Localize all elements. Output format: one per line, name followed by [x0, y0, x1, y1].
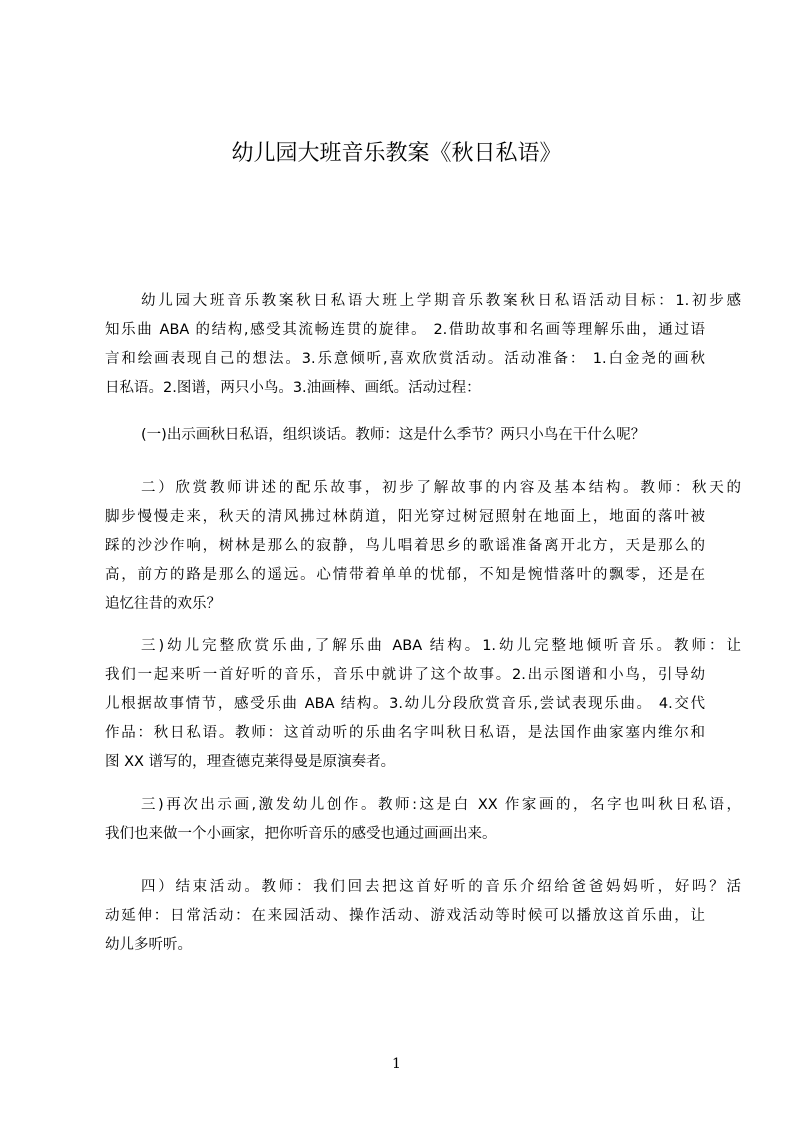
paragraph-line: 追忆往昔的欢乐？: [105, 596, 221, 612]
paragraph-step-creation: [105, 791, 741, 849]
paragraph-line: 幼儿园大班音乐教案秋日私语大班上学期音乐教案秋日私语活动目标：1.初步感: [141, 293, 741, 309]
paragraph-line: 图 XX 谱写的，理查德克莱得曼是原演奏者。: [105, 754, 396, 770]
paragraph-line: 脚步慢慢走来，秋天的清风拂过林荫道，阳光穿过树冠照射在地面上，地面的落叶被: [105, 509, 705, 525]
paragraph-line: 踩的沙沙作响，树林是那么的寂静，鸟儿唱着思乡的歌谣准备离开北方，天是那么的: [105, 538, 705, 554]
paragraph-line: 知乐曲 ABA 的结构,感受其流畅连贯的旋律。 2.借助故事和名画等理解乐曲，通过语: [105, 322, 705, 338]
paragraph-line: 言和绘画表现自己的想法。3.乐意倾听,喜欢欣赏活动。活动准备： 1.白金尧的画秋: [105, 351, 705, 367]
paragraph-line: 四）结束活动。教师：我们回去把这首好听的音乐介绍给爸爸妈妈听，好吗？活: [141, 879, 741, 895]
paragraph-goals: [105, 287, 741, 403]
paragraph-step-two: [105, 474, 741, 619]
paragraph-line: 我们也来做一个小画家，把你听音乐的感受也通过画画出来。: [105, 826, 497, 842]
paragraph-line: 日私语。2.图谱，两只小鸟。3.油画棒、画纸。活动过程：: [105, 380, 481, 396]
document-title: 幼儿园大班音乐教案《秋日私语》: [231, 141, 562, 166]
paragraph-step-three: [105, 632, 741, 777]
paragraph-step-four: [105, 873, 741, 960]
paragraph-line: 二）欣赏教师讲述的配乐故事，初步了解故事的内容及基本结构。教师：秋天的: [141, 480, 741, 496]
paragraph-line: (一)出示画秋日私语，组织谈话。教师：这是什么季节？两只小鸟在干什么呢？: [141, 427, 646, 443]
paragraph-step-one: [105, 421, 705, 450]
paragraph-line: 我们一起来听一首好听的音乐，音乐中就讲了这个故事。2.出示图谱和小鸟，引导幼: [105, 667, 705, 683]
paragraph-line: 儿根据故事情节，感受乐曲 ABA 结构。3.幼儿分段欣赏音乐,尝试表现乐曲。 4.交代: [105, 696, 705, 712]
paragraph-line: 幼儿多听听。: [105, 937, 192, 953]
paragraph-line: 高，前方的路是那么的遥远。心情带着单单的忧郁，不知是惋惜落叶的飘零，还是在: [105, 567, 705, 583]
paragraph-line: 三)幼儿完整欣赏乐曲,了解乐曲 ABA 结构。1.幼儿完整地倾听音乐。教师：让: [141, 638, 741, 654]
page-number: 1: [392, 1056, 401, 1072]
paragraph-line: 三)再次出示画,激发幼儿创作。教师:这是白 XX 作家画的，名字也叫秋日私语，: [141, 797, 741, 813]
paragraph-line: 作品：秋日私语。教师：这首动听的乐曲名字叫秋日私语，是法国作曲家塞内维尔和: [105, 725, 705, 741]
paragraph-line: 动延伸：日常活动：在来园活动、操作活动、游戏活动等时候可以播放这首乐曲，让: [105, 908, 705, 924]
